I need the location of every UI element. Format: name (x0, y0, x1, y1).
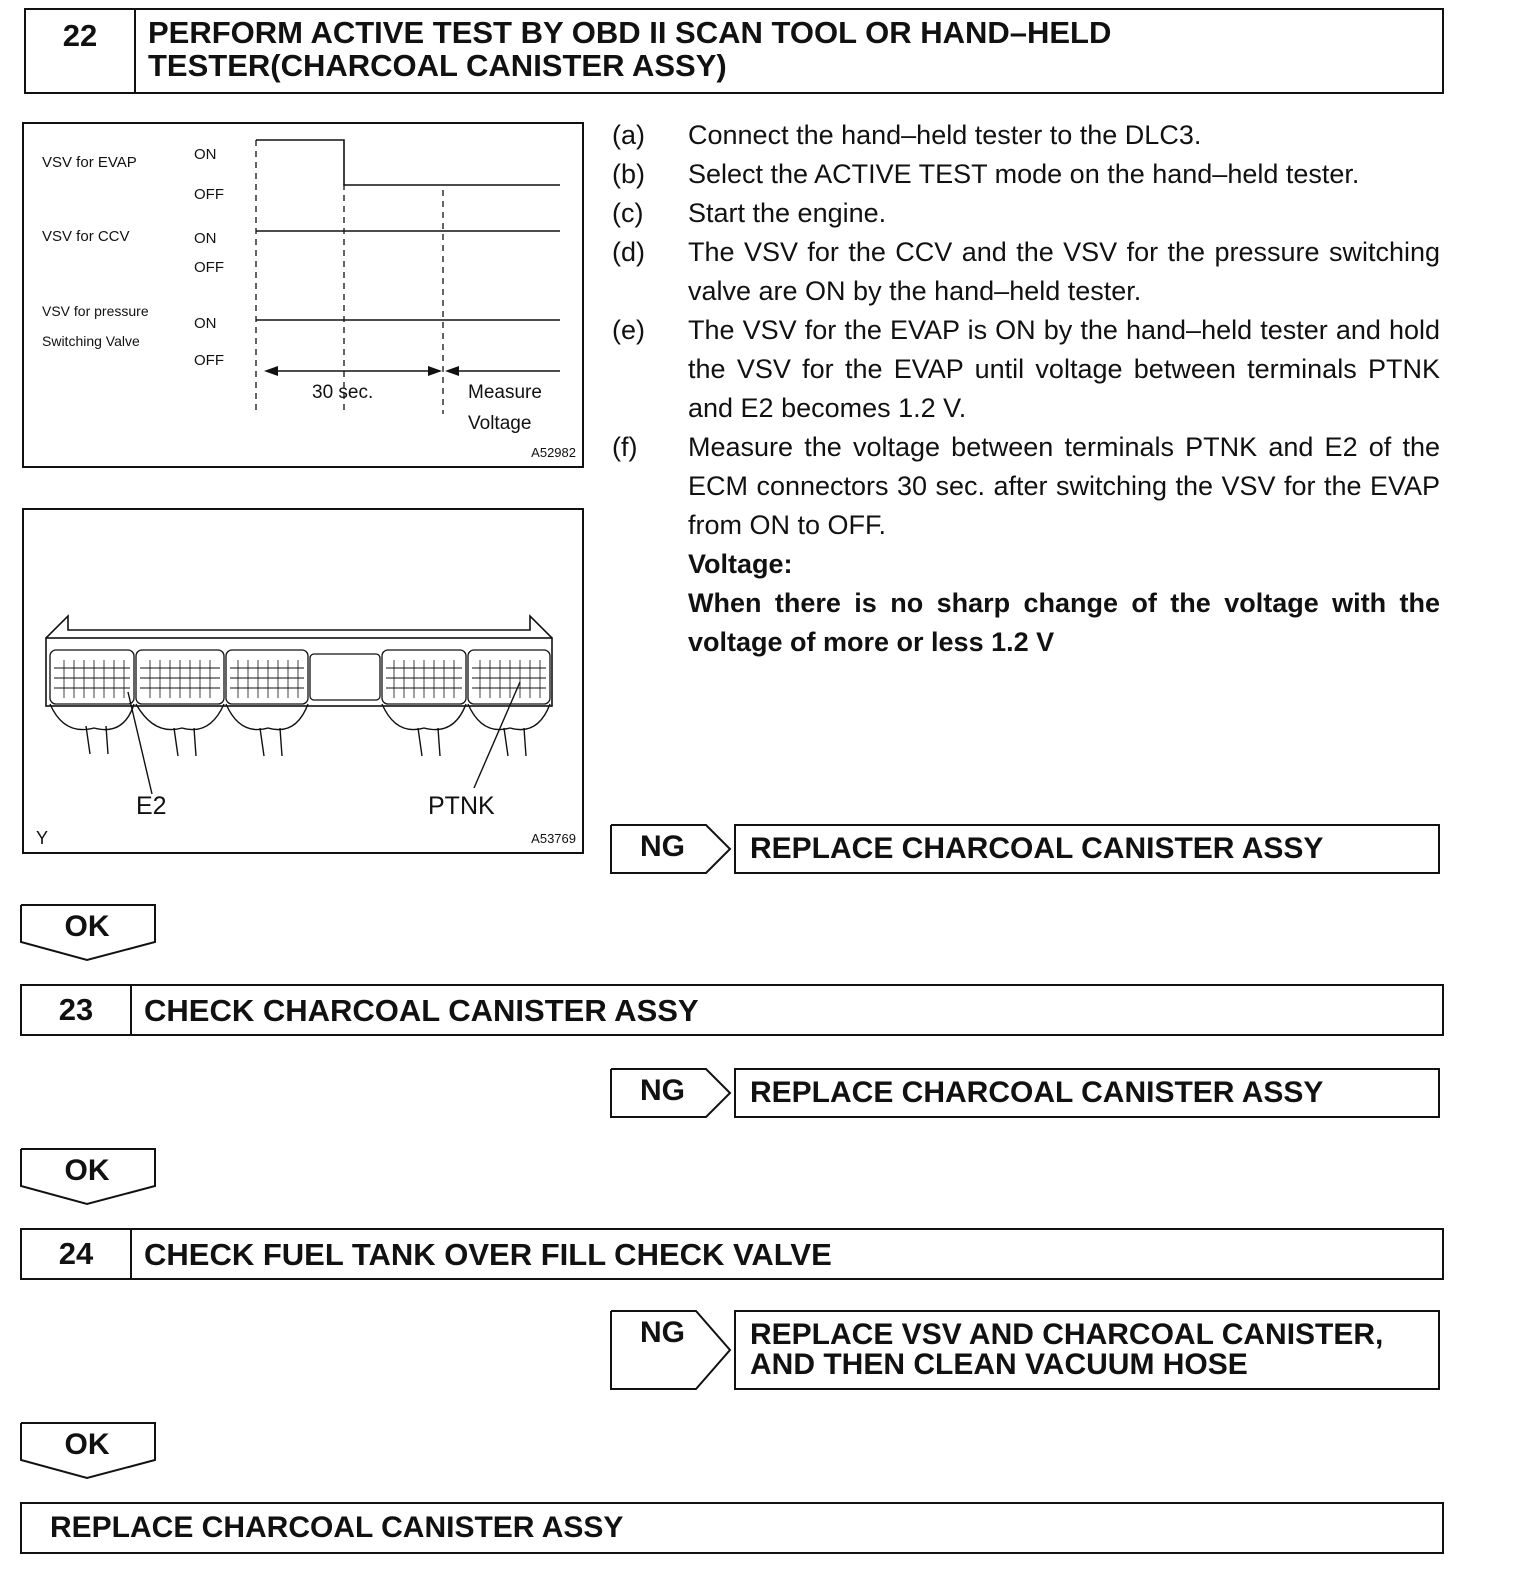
step-title: CHECK FUEL TANK OVER FILL CHECK VALVE (144, 1237, 832, 1272)
instruction-label: (a) (612, 120, 645, 150)
e2-terminal-label: E2 (136, 792, 167, 820)
chart-off-label: OFF (194, 259, 224, 276)
instruction-text: The VSV for the EVAP is ON by the hand–held tester and hold the VSV for the EVAP until voltage between terminals PTNK and E2 becomes 1.2 V. (688, 315, 1440, 423)
instruction-label: (f) (612, 432, 638, 462)
ng-label: NG (640, 1316, 685, 1349)
instruction-item (612, 155, 1440, 194)
ng-branch-24 (610, 1310, 1440, 1390)
chart-on-label: ON (194, 146, 217, 163)
step-number: 23 (22, 986, 132, 1034)
ok-label: OK (64, 1428, 110, 1461)
timing-chart-figure (22, 122, 584, 468)
ok-flow-arrow (20, 1422, 154, 1478)
ng-label: NG (640, 830, 685, 863)
instruction-item (612, 428, 1440, 662)
instruction-text: The VSV for the CCV and the VSV for the pressure switching valve are ON by the hand–held tester. (688, 237, 1440, 306)
instruction-label: (d) (612, 237, 645, 267)
measure-label: Measure (468, 382, 542, 403)
instruction-item (612, 311, 1440, 428)
chart-off-label: OFF (194, 186, 224, 203)
step-number: 24 (22, 1230, 132, 1278)
instruction-label: (c) (612, 198, 644, 228)
connector-figure (22, 508, 584, 854)
step-title-line: PERFORM ACTIVE TEST BY OBD II SCAN TOOL OR HAND–HELD (148, 15, 1112, 50)
interval-label: 30 sec. (312, 382, 374, 403)
ng-action-box: REPLACE CHARCOAL CANISTER ASSY (734, 824, 1440, 874)
ptnk-terminal-label: PTNK (428, 792, 495, 820)
instruction-item (612, 194, 1440, 233)
chart-on-label: ON (194, 315, 217, 332)
step-24-header (20, 1228, 1444, 1280)
step-23-header (20, 984, 1444, 1036)
instruction-text: Start the engine. (688, 198, 887, 228)
figure-id: A53769 (531, 831, 576, 846)
measure-label: Voltage (468, 413, 532, 434)
instruction-text: Select the ACTIVE TEST mode on the hand–held tester. (688, 159, 1360, 189)
ng-branch-22 (610, 824, 1440, 874)
final-action-box: REPLACE CHARCOAL CANISTER ASSY (20, 1502, 1444, 1554)
ok-label: OK (64, 910, 110, 943)
ok-flow-arrow (20, 1148, 154, 1204)
spec-value: When there is no sharp change of the voltage with the voltage of more or less 1.2 V (688, 588, 1440, 657)
ng-action-box (734, 1310, 1440, 1390)
instruction-label: (e) (612, 315, 645, 345)
figure-id: A52982 (531, 445, 576, 460)
step-title (136, 10, 1442, 92)
ng-action-box: REPLACE CHARCOAL CANISTER ASSY (734, 1068, 1440, 1118)
instruction-text-body: Measure the voltage between terminals PTNK and E2 of the ECM connectors 30 sec. after switching the VSV for the EVAP from ON to OFF. (688, 432, 1440, 540)
instruction-label: (b) (612, 159, 645, 189)
instruction-text (688, 428, 1440, 662)
ng-branch-23 (610, 1068, 1440, 1118)
corner-label: Y (36, 828, 49, 848)
instruction-item (612, 116, 1440, 155)
step-title-line: TESTER(CHARCOAL CANISTER ASSY) (148, 48, 727, 83)
ng-action-line: REPLACE VSV AND CHARCOAL CANISTER, (750, 1318, 1384, 1351)
step-title: CHECK CHARCOAL CANISTER ASSY (144, 993, 699, 1028)
chart-row-label: VSV for EVAP (42, 154, 137, 171)
ng-action-line: AND THEN CLEAN VACUUM HOSE (750, 1348, 1248, 1381)
instruction-text: Connect the hand–held tester to the DLC3. (688, 120, 1202, 150)
spec-heading: Voltage: (688, 549, 793, 579)
chart-row-label: VSV for pressure (42, 303, 149, 319)
instruction-list (612, 116, 1440, 662)
ok-label: OK (64, 1154, 110, 1187)
ecm-connector-illustration (24, 510, 582, 852)
chart-off-label: OFF (194, 352, 224, 369)
ng-label: NG (640, 1074, 685, 1107)
ok-flow-arrow (20, 904, 154, 960)
instruction-item (612, 233, 1440, 311)
chart-row-label: Switching Valve (42, 333, 140, 349)
chart-on-label: ON (194, 230, 217, 247)
step-22-header (24, 8, 1444, 94)
chart-row-label: VSV for CCV (42, 228, 130, 245)
step-number: 22 (26, 10, 136, 92)
